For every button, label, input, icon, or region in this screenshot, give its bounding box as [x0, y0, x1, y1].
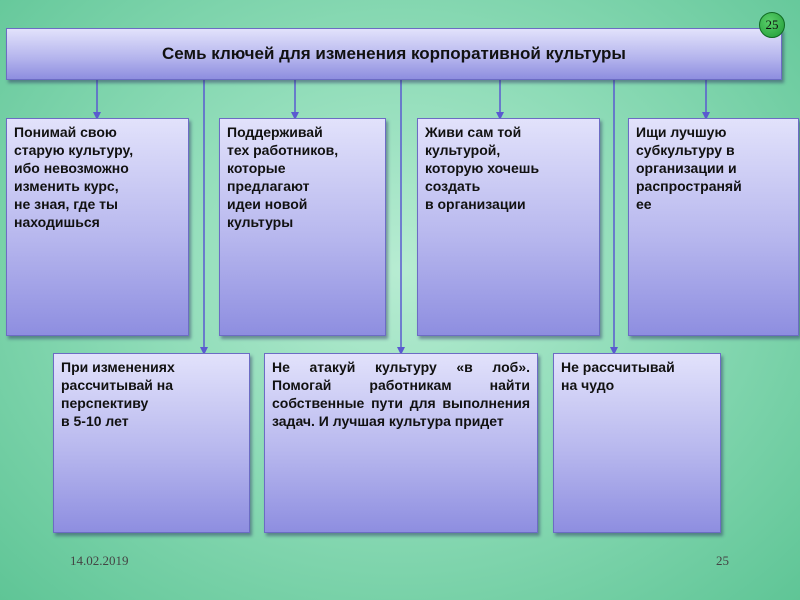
- key-box-6: Не атакуй культуру «в лоб». Помогай работникам найти собственные пути для выполнения задач. И лучшая культура придет: [264, 353, 538, 533]
- key-box-4: Ищи лучшую субкультуру в организации и распространяй ее: [628, 118, 799, 336]
- key-box-1: Понимай свою старую культуру, ибо невозможно изменить курс, не зная, где ты находишься: [6, 118, 189, 336]
- slide-number-badge: 25: [759, 12, 785, 38]
- footer-date: 14.02.2019: [70, 553, 129, 568]
- key-box-7: Не рассчитывай на чудо: [553, 353, 721, 533]
- key-box-3: Живи сам той культурой, которую хочешь создать в организации: [417, 118, 600, 336]
- footer-page-number: 25: [716, 553, 729, 568]
- diagram-title: Семь ключей для изменения корпоративной культуры: [6, 28, 782, 80]
- key-box-2: Поддерживай тех работников, которые предлагают идеи новой культуры: [219, 118, 386, 336]
- key-box-5: При изменениях рассчитывай на перспективу в 5-10 лет: [53, 353, 250, 533]
